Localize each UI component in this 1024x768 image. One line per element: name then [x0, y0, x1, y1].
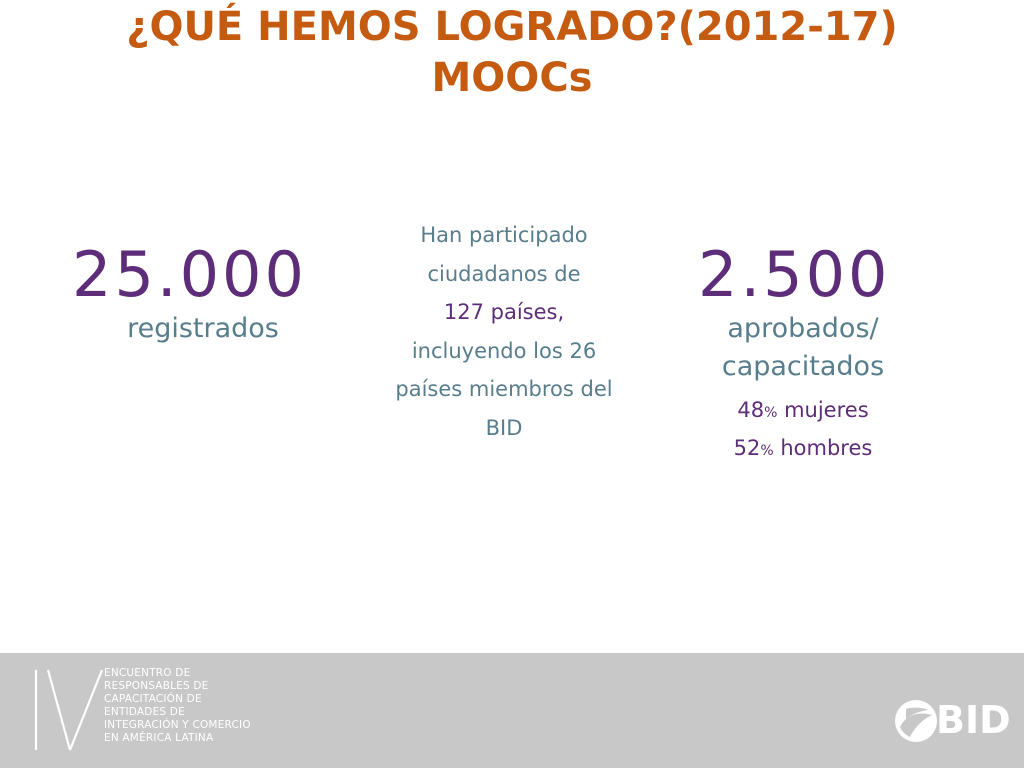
- approved-label-line-2: capacitados: [721, 351, 885, 382]
- participation-line-6: BID: [485, 415, 523, 440]
- participation-text: [370, 216, 638, 447]
- participation-line-5: países miembros del: [395, 377, 613, 401]
- participation-line-4: incluyendo los 26: [411, 338, 597, 363]
- slide-title-line-1: ¿QUÉ HEMOS LOGRADO?(2012-17): [126, 4, 898, 50]
- approved-label: [690, 310, 916, 386]
- registered-label: registrados: [127, 313, 279, 344]
- slide-title-line-2: MOOCs: [431, 55, 593, 101]
- participation-line-1: Han participado: [420, 223, 588, 247]
- approved-count: 2.500: [698, 238, 891, 311]
- men-percent-value: 52: [733, 436, 761, 460]
- event-name-line-5: INTEGRACIÓN Y COMERCIO: [104, 719, 251, 731]
- bid-logo-text: BID: [936, 698, 1011, 742]
- women-label: mujeres: [777, 398, 869, 422]
- slide-title: [0, 2, 1024, 104]
- registered-count: 25.000: [72, 238, 307, 311]
- women-share: [690, 395, 916, 428]
- women-percent-value: 48: [737, 398, 765, 422]
- bid-logo: [892, 697, 1012, 747]
- event-name-line-2: RESPONSABLES DE: [104, 680, 209, 692]
- bid-globe-icon: [892, 697, 940, 745]
- event-name: [104, 667, 251, 745]
- event-name-line-1: ENCUENTRO DE: [104, 667, 191, 679]
- participation-countries: 127 países,: [443, 300, 565, 324]
- event-name-line-3: CAPACITACIÓN DE: [104, 693, 202, 705]
- footer-bar: [0, 653, 1024, 768]
- roman-numeral-iv-logo: [30, 668, 110, 752]
- participation-line-2: ciudadanos de: [427, 261, 581, 286]
- approved-label-line-1: aprobados/: [727, 313, 879, 344]
- men-share: [690, 433, 916, 466]
- event-name-line-4: ENTIDADES DE: [104, 706, 185, 718]
- men-percent-sign: %: [760, 443, 774, 459]
- men-label: hombres: [773, 436, 873, 460]
- women-percent-sign: %: [764, 405, 778, 421]
- event-name-line-6: EN AMÉRICA LATINA: [104, 732, 214, 744]
